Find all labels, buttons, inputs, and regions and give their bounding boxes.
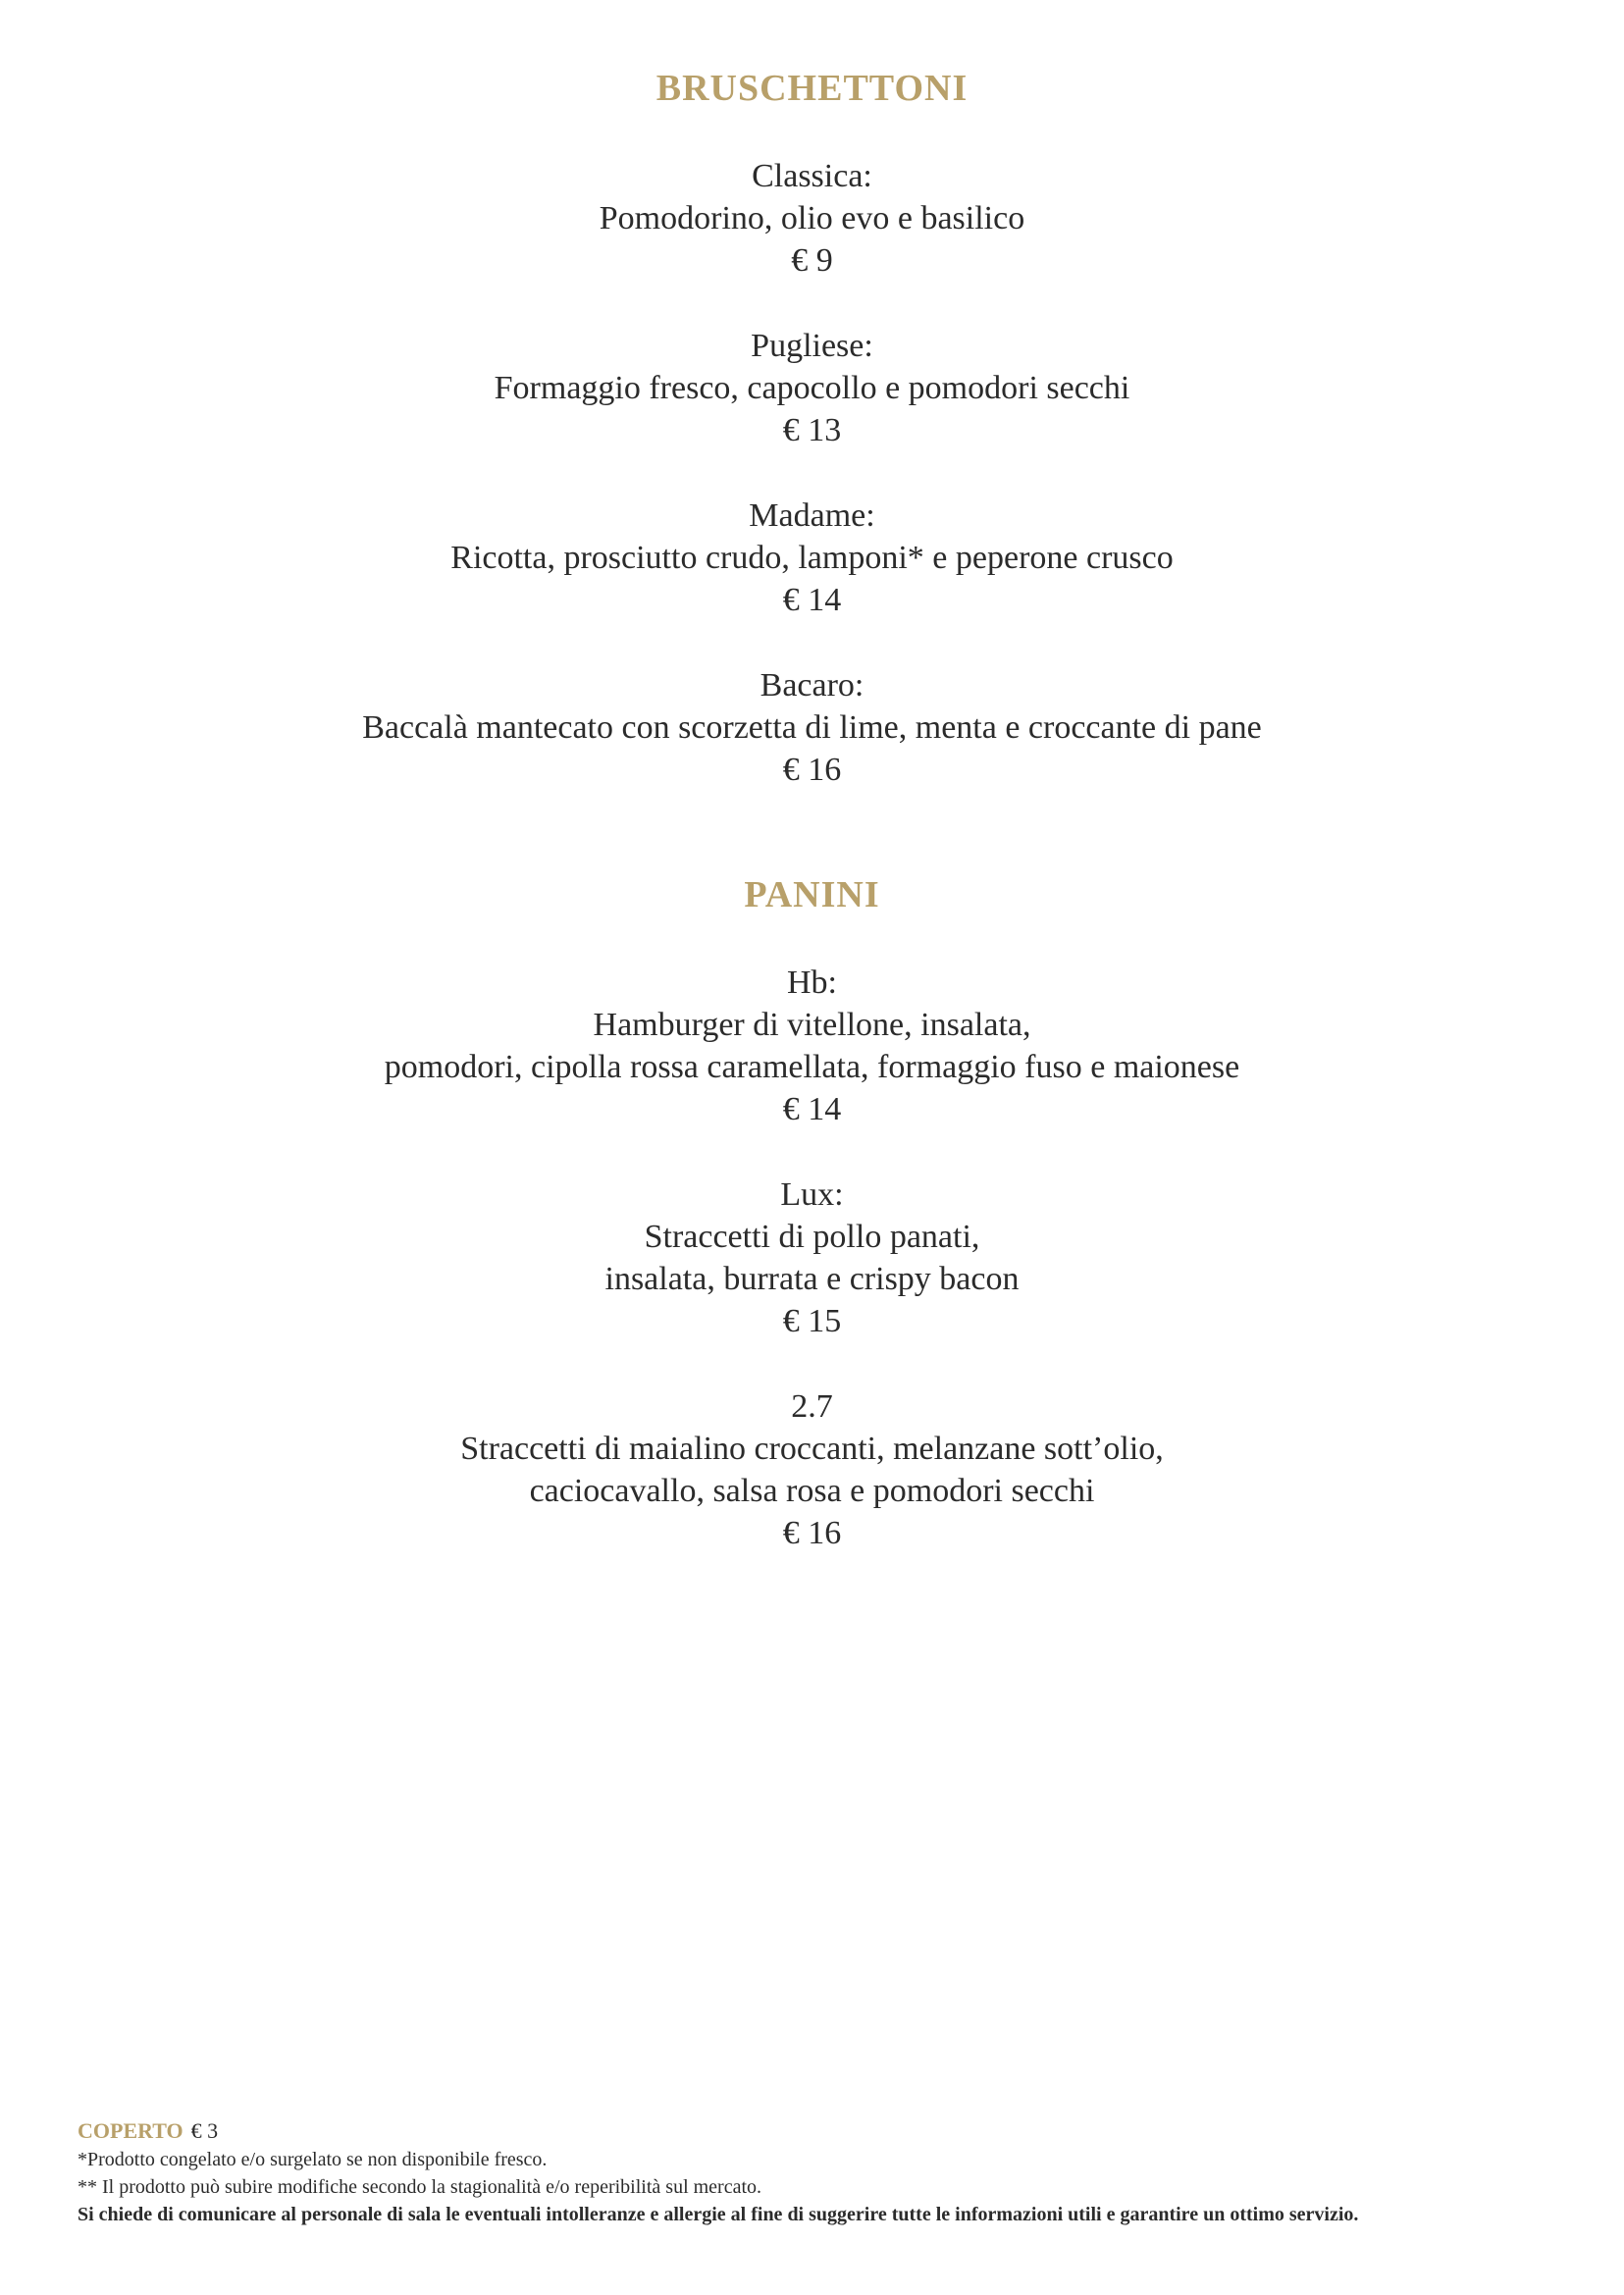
- section-title-panini: PANINI: [744, 874, 880, 915]
- item-name: Classica:: [752, 158, 872, 194]
- item-price: € 13: [782, 412, 842, 448]
- item-description: Pomodorino, olio evo e basilico: [599, 200, 1025, 236]
- item-price: € 16: [782, 752, 842, 788]
- coperto-price: € 3: [190, 2118, 219, 2143]
- item-description: Hamburger di vitellone, insalata,: [593, 1007, 1031, 1043]
- item-description: Formaggio fresco, capocollo e pomodori secchi: [494, 370, 1130, 406]
- item-description: Baccalà mantecato con scorzetta di lime, menta e croccante di pane: [362, 709, 1262, 746]
- menu-item-2-7: [0, 1385, 1624, 1554]
- menu-item-hb: [0, 962, 1624, 1130]
- item-name: 2.7: [791, 1388, 833, 1425]
- item-description: caciocavallo, salsa rosa e pomodori secchi: [529, 1473, 1095, 1509]
- item-price: € 14: [782, 582, 842, 618]
- item-name: Pugliese:: [751, 328, 873, 364]
- item-price: € 9: [791, 242, 833, 279]
- note-allergies: Si chiede di comunicare al personale di sala le eventuali intolleranze e allergie al fine di suggerire tutte le informazioni utili e garantire un ottimo servizio.: [78, 2204, 1359, 2225]
- item-price: € 14: [782, 1091, 842, 1127]
- menu-item-madame: [0, 495, 1624, 621]
- item-description: insalata, burrata e crispy bacon: [604, 1261, 1020, 1297]
- item-name: Bacaro:: [760, 667, 864, 704]
- item-name: Madame:: [749, 497, 875, 534]
- note-seasonal: ** Il prodotto può subire modifiche secondo la stagionalità e/o reperibilità sul mercato.: [78, 2176, 762, 2198]
- section-title-bruschettoni: BRUSCHETTONI: [655, 68, 969, 109]
- coperto-row: [78, 2117, 1569, 2146]
- menu-item-bacaro: [0, 664, 1624, 791]
- menu-item-classica: [0, 155, 1624, 282]
- note-frozen: *Prodotto congelato e/o surgelato se non disponibile fresco.: [78, 2149, 548, 2170]
- item-price: € 16: [782, 1515, 842, 1551]
- item-name: Hb:: [787, 965, 837, 1001]
- footer-notes: [78, 2117, 1569, 2228]
- item-description: Straccetti di maialino croccanti, melanzane sott’olio,: [460, 1431, 1164, 1467]
- item-description: Ricotta, prosciutto crudo, lamponi* e peperone crusco: [450, 540, 1174, 576]
- item-price: € 15: [782, 1303, 842, 1339]
- menu-item-lux: [0, 1174, 1624, 1342]
- item-description: pomodori, cipolla rossa caramellata, formaggio fuso e maionese: [384, 1049, 1240, 1085]
- menu-item-pugliese: [0, 325, 1624, 451]
- item-description: Straccetti di pollo panati,: [644, 1219, 980, 1255]
- coperto-label: COPERTO: [78, 2118, 183, 2143]
- item-name: Lux:: [780, 1176, 844, 1213]
